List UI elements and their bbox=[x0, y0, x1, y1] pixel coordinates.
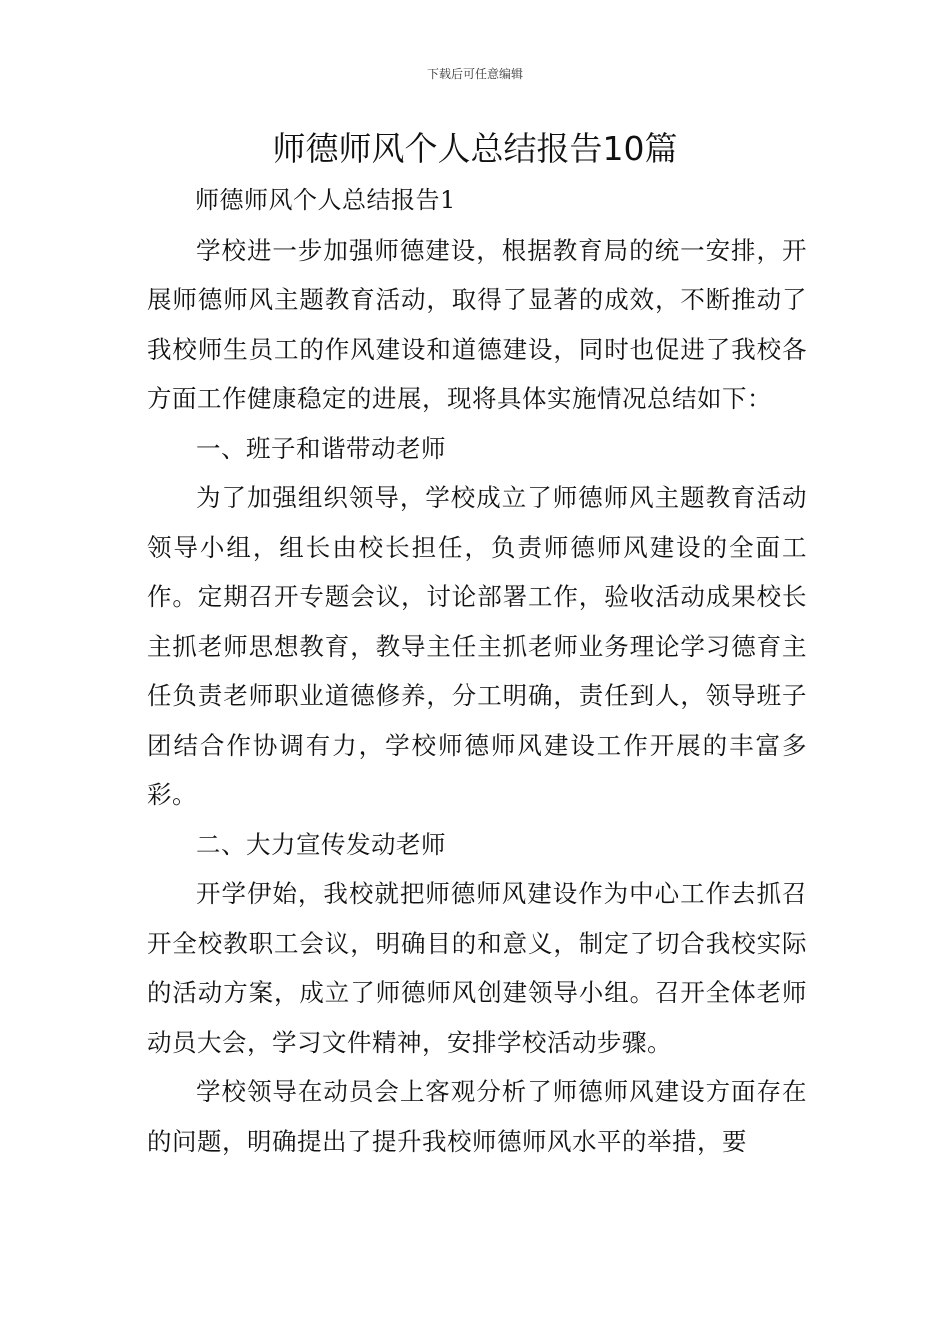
section-heading-2: 二、大力宣传发动老师 bbox=[196, 829, 446, 859]
section-subtitle: 师德师风个人总结报告1 bbox=[195, 186, 456, 214]
paragraph-leadership: 为了加强组织领导，学校成立了师德师风主题教育活动领导小组，组长由校长担任，负责师德师风建设的全面工作。定期召开专题会议，讨论部署工作，验收活动成果校长主抓老师思想教育，教导主任主抓老师业务理论学习德育主任负责老师职业道德修养，分工明确，责任到人，领导班子团结合作协调有力，学校师德师风建设工作开展的丰富多彩。 bbox=[147, 483, 807, 809]
paragraph-mobilization: 开学伊始，我校就把师德师风建设作为中心工作去抓召开全校教职工会议，明确目的和意义，制定了切合我校实际的活动方案，成立了师德师风创建领导小组。召开全体老师动员大会，学习文件精神，安排学校活动步骤。 bbox=[147, 879, 807, 1057]
header-note: 下载后可任意编辑 bbox=[426, 67, 523, 81]
paragraph-analysis: 学校领导在动员会上客观分析了师德师风建设方面存在的问题，明确提出了提升我校师德师风水平的举措，要 bbox=[147, 1077, 807, 1156]
paragraph-intro: 学校进一步加强师德建设，根据教育局的统一安排，开展师德师风主题教育活动，取得了显著的成效，不断推动了我校师生员工的作风建设和道德建设，同时也促进了我校各方面工作健康稳定的进展，现将具体实施情况总结如下： bbox=[147, 235, 807, 413]
document-body bbox=[147, 176, 807, 1166]
section-heading-1: 一、班子和谐带动老师 bbox=[196, 433, 446, 463]
document-title: 师德师风个人总结报告10篇 bbox=[272, 129, 678, 168]
